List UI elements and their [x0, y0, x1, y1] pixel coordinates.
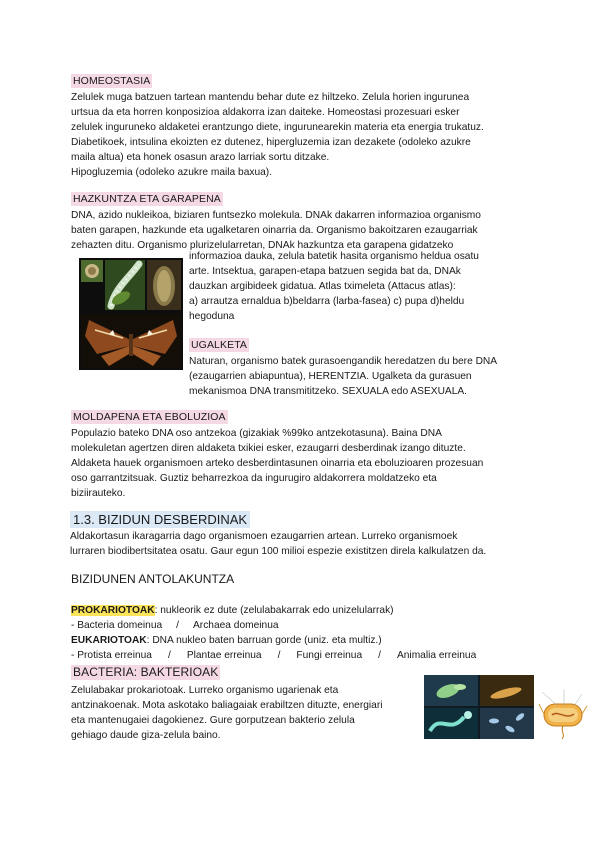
eukariotoak-text: : DNA nukleo baten barruan gorde (uniz. eta multiz.) [146, 635, 382, 646]
eukariotoak-line [71, 633, 476, 648]
section-bizidun [70, 511, 486, 559]
bacterium-diagram [538, 684, 588, 740]
paragraph-line: urtsua da eta horren konposizioa aldakorra izan daiteke. Homeostasi prozesuari esker [71, 107, 460, 118]
moldapena-body [71, 426, 483, 501]
list-item: Animalia erreinua [396, 650, 477, 661]
paragraph-line: oso garrantzitsuak. Guztiz beharrezkoa da ingurugiro aldakorrera moldatzeko eta [71, 473, 437, 484]
list-item: Archaea domeinua [193, 620, 279, 631]
list-item: - Bacteria domeinua [71, 620, 163, 631]
section-moldapena [71, 407, 483, 501]
paragraph-line: maila altua) eta honek osasun arazo larriak sortu ditzake. [71, 152, 330, 163]
separator: / [176, 620, 180, 631]
paragraph-line: a) arrautza ernaldua b)beldarra (larba-fasea) c) pupa d)heldu [189, 296, 465, 307]
paragraph-line: gehiago daude giza-zelula baino. [71, 730, 221, 741]
paragraph-line: hegoduna [189, 311, 235, 322]
bizidun-heading: 1.3. BIZIDUN DESBERDINAK [70, 511, 250, 528]
bizidun-body [70, 529, 486, 559]
section-bakterioak [71, 663, 382, 743]
section-hazkuntza [71, 189, 481, 253]
paragraph-line: DNA, azido nukleikoa, biziaren funtsezko molekula. DNAk dakarren informazioa organismo [71, 210, 481, 221]
prokariotoak-line [71, 603, 476, 618]
paragraph-line: arte. Intsektua, garapen-etapa batzuen segida bat da, DNAk [189, 266, 461, 277]
antolakuntza-heading: BIZIDUNEN ANTOLAKUNTZA [71, 572, 235, 586]
paragraph-line: dauzkan argibideek gidatua. Atlas tximeleta (Attacus atlas): [189, 281, 456, 292]
hazkuntza-heading: HAZKUNTZA ETA GARAPENA [73, 193, 221, 205]
list-item: - Protista erreinua [71, 650, 152, 661]
separator: / [167, 650, 171, 661]
paragraph-line: Naturan, organismo batek gurasoengandik heredatzen du bere DNA [189, 356, 498, 367]
paragraph-line: Aldaketa hauek organismoen arteko desberdintasunen oinarria eta eboluzioaren prozesuan [71, 458, 484, 469]
eukariotoak-label: EUKARIOTOAK [71, 635, 147, 646]
section-homeostasia [71, 71, 484, 180]
bacteria-micrographs [424, 675, 534, 739]
prokariotoak-label: PROKARIOTOAK [71, 605, 155, 616]
paragraph-line: molekuletan agertzen diren aldaketa txikiei esker, ezaugarri desberdinak izango dituzte. [71, 443, 466, 454]
prokariotoak-items [71, 618, 476, 633]
bacteria-micrograph-collage [424, 675, 534, 739]
paragraph-line: informazioa dauka, zelula batetik hasita organismo heldua osatu [189, 251, 479, 262]
paragraph-line: zehazten ditu. Organismo plurizelularretan, DNAk hazkuntza eta garapena gidatzeko [71, 240, 454, 251]
paragraph-line: Zelulabakar prokariotoak. Lurreko organismo ugarienak eta [71, 685, 339, 696]
ugalketa-body [189, 354, 497, 399]
paragraph-line: biziirauteko. [71, 488, 126, 499]
atlas-moth-image [79, 258, 183, 370]
paragraph-line: Diabetikoek, intsulina ekoizten ez dutenez, hipergluzemia izan dezakete (odoleko azukre [71, 137, 471, 148]
atlas-moth-illustration [79, 258, 183, 370]
paragraph-line: Zelulek muga batzuen tartean mantendu behar dute ez hiltzeko. Zelula horien ingurunea [71, 92, 470, 103]
paragraph-line: antzinakoenak. Mota askotako baliagaiak erabiltzen dituzte, energiari [71, 700, 383, 711]
ugalketa-heading: UGALKETA [191, 339, 248, 351]
paragraph-line: lurraren biodibertsitatea osatu. Gaur egun 100 milioi espezie existitzen direla kalkulatzen da. [70, 546, 487, 557]
paragraph-line: Hipogluzemia (odoleko azukre maila baxua). [71, 167, 273, 178]
paragraph-line: eta mantenugaiei dagokienez. Gure gorputzean bakterio zelula [71, 715, 355, 726]
paragraph-line: (ezaugarrien abiapuntua), HERENTZIA. Ugalketa da gurasuen [189, 371, 472, 382]
hazkuntza-body [71, 208, 481, 253]
section-antolakuntza [71, 603, 476, 663]
paragraph-line: Aldakortasun ikaragarria dago organismoen ezaugarrien artean. Lurreko organismoek [70, 531, 458, 542]
section-ugalketa [189, 335, 497, 399]
moldapena-heading: MOLDAPENA ETA EBOLUZIOA [73, 411, 226, 423]
separator: / [277, 650, 281, 661]
bakterioak-heading: BACTERIA: BAKTERIOAK [73, 665, 219, 679]
homeostasia-heading: HOMEOSTASIA [73, 75, 151, 87]
hazkuntza-wrapped-text [189, 249, 479, 324]
paragraph-line: Populazio bateko DNA oso antzekoa (gizakiak %99ko antzekotasuna). Baina DNA [71, 428, 442, 439]
paragraph-line: mekanismoa DNA transmititzeko. SEXUALA edo ASEXUALA. [189, 386, 468, 397]
list-item: Plantae erreinua [186, 650, 262, 661]
bacterium-cell-diagram [538, 684, 588, 740]
paragraph-line: zelulek inguruneko aldaketei erantzungo diete, ingurunearekin materia eta energia trukatuz. [71, 122, 484, 133]
paragraph-line: baten garapen, hazkunde eta ugalketaren oinarria da. Organismo bakoitzaren ezaugarriak [71, 225, 478, 236]
homeostasia-body [71, 90, 484, 180]
list-item: Fungi erreinua [296, 650, 363, 661]
eukariotoak-items [71, 648, 476, 663]
separator: / [378, 650, 381, 661]
prokariotoak-text: : nukleorik ez dute (zelulabakarrak edo unizelularrak) [154, 605, 394, 616]
bakterioak-body [71, 683, 382, 743]
